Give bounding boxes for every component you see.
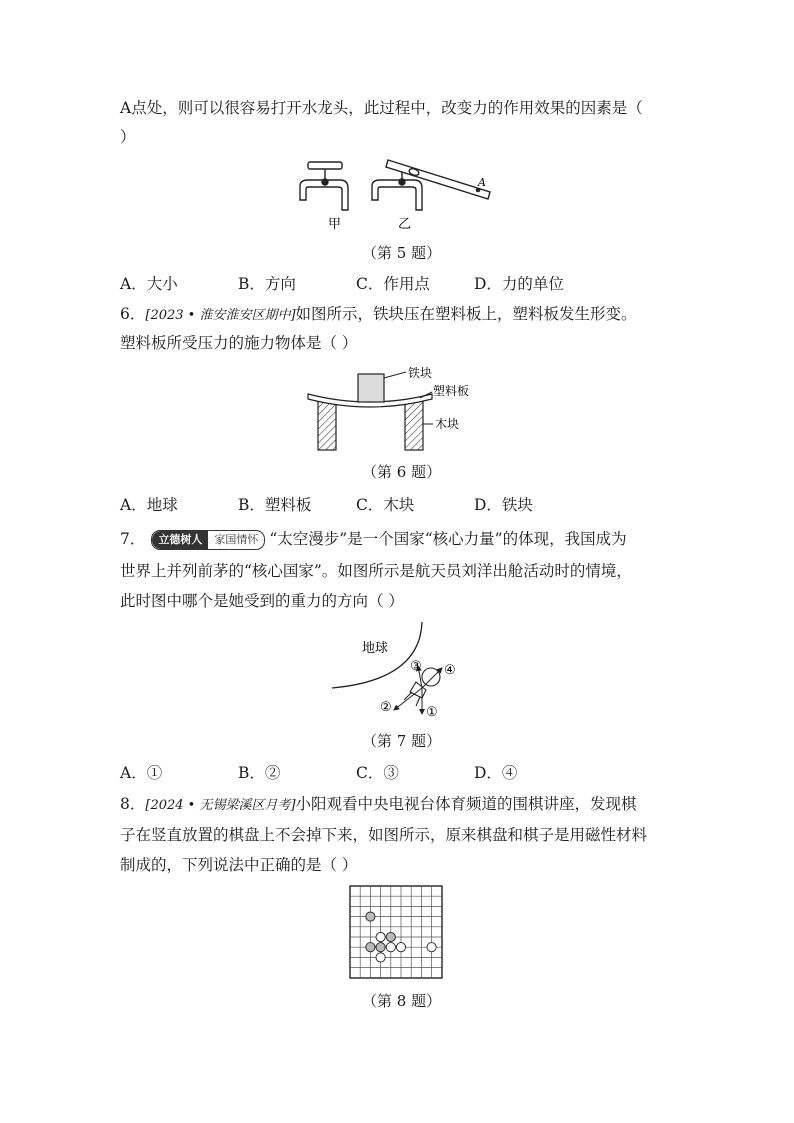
q5-option-b[interactable]: B．方向: [238, 275, 296, 293]
wood-block-right: [405, 400, 423, 450]
label-jia: 甲: [328, 217, 342, 232]
badge-main: 立德树人: [152, 531, 208, 549]
wood-block-left: [318, 400, 336, 450]
label-plastic: 塑料板: [433, 384, 470, 398]
q7-option-b[interactable]: B．②: [238, 764, 281, 782]
q6-option-a[interactable]: A．地球: [120, 496, 178, 514]
q7-text: “太空漫步”是一个国家“核心力量”的体现，我国成为: [269, 530, 627, 548]
q8-stem-line3: 制成的，下列说法中正确的是（ ）: [120, 856, 358, 874]
q5-faucet-figure: [290, 150, 510, 235]
q7-stem-line3: 此时图中哪个是她受到的重力的方向（ ）: [120, 592, 404, 610]
q5-stem-line2: ）: [120, 128, 136, 146]
q6-caption: （第 6 题）: [362, 463, 442, 481]
label-yi: 乙: [398, 217, 412, 232]
go-stone: [366, 912, 375, 921]
q6-option-c[interactable]: C．木块: [356, 496, 415, 514]
q7-option-c[interactable]: C．③: [356, 764, 399, 782]
q6-stem-line2: 塑料板所受压力的施力物体是（ ）: [120, 334, 358, 352]
label-iron: 铁块: [408, 366, 433, 380]
q8-stem-line2: 子在竖直放置的棋盘上不会掉下来，如图所示，原来棋盘和棋子是用磁性材料: [120, 826, 648, 844]
go-stone: [427, 943, 436, 952]
q7-options: [120, 761, 592, 783]
q8-number: 8．: [120, 795, 146, 813]
q6-option-d[interactable]: D．铁块: [474, 496, 533, 514]
q6-iron-plastic-figure: [300, 362, 490, 454]
go-stone: [386, 943, 395, 952]
label-earth: 地球: [362, 641, 389, 656]
q5-caption: （第 5 题）: [362, 244, 442, 262]
dir-label-2: ②: [380, 700, 392, 715]
go-stone: [396, 943, 405, 952]
go-stone: [376, 932, 385, 941]
faucet-jia: [300, 162, 348, 210]
go-stone: [376, 953, 385, 962]
q5-stem-line1: A点处，则可以很容易打开水龙头，此过程中，改变力的作用效果的因素是（: [120, 99, 643, 117]
label-wood: 木块: [435, 417, 460, 431]
go-stone: [386, 932, 395, 941]
iron-block: [358, 374, 384, 402]
q6-text: 如图所示，铁块压在塑料板上，塑料板发生形变。: [295, 305, 637, 323]
q8-go-board-figure: [348, 884, 444, 980]
q8-stem-line1: [120, 794, 637, 816]
go-stone: [366, 943, 375, 952]
dir-label-3: ③: [410, 659, 422, 674]
q5-options: [120, 272, 592, 294]
q6-option-b[interactable]: B．塑料板: [238, 496, 312, 514]
q6-number: 6．: [120, 305, 146, 323]
q6-source: [2023 • 淮安淮安区期中]: [145, 308, 296, 323]
q6-stem-line1: [120, 304, 637, 326]
q5-option-c[interactable]: C．作用点: [356, 275, 430, 293]
q7-stem-line1: [120, 529, 627, 550]
q5-option-d[interactable]: D．力的单位: [474, 275, 564, 293]
q8-source: [2024 • 无锡梁溪区月考]: [145, 798, 296, 813]
q7-badge: [151, 530, 265, 550]
dir-label-4: ④: [444, 663, 456, 678]
label-A: A: [478, 176, 486, 189]
q7-stem-line2: 世界上并列前茅的“核心国家”。如图所示是航天员刘洋出舱活动时的情境，: [120, 562, 632, 580]
go-stone: [376, 943, 385, 952]
q7-number: 7．: [120, 530, 146, 548]
badge-sub: 家国情怀: [214, 533, 259, 546]
q8-caption: （第 8 题）: [362, 992, 442, 1010]
dir-label-1: ①: [426, 705, 438, 720]
q7-option-a[interactable]: A．①: [120, 764, 163, 782]
go-board: [350, 886, 442, 978]
q8-text: 小阳观看中央电视台体育频道的围棋讲座，发现棋: [295, 795, 637, 813]
q7-option-d[interactable]: D．④: [474, 764, 518, 782]
q7-caption: （第 7 题）: [362, 732, 442, 750]
q7-astronaut-figure: [330, 620, 470, 722]
q6-options: [120, 493, 592, 515]
q5-option-a[interactable]: A．大小: [120, 275, 178, 293]
faucet-yi: [372, 160, 490, 210]
